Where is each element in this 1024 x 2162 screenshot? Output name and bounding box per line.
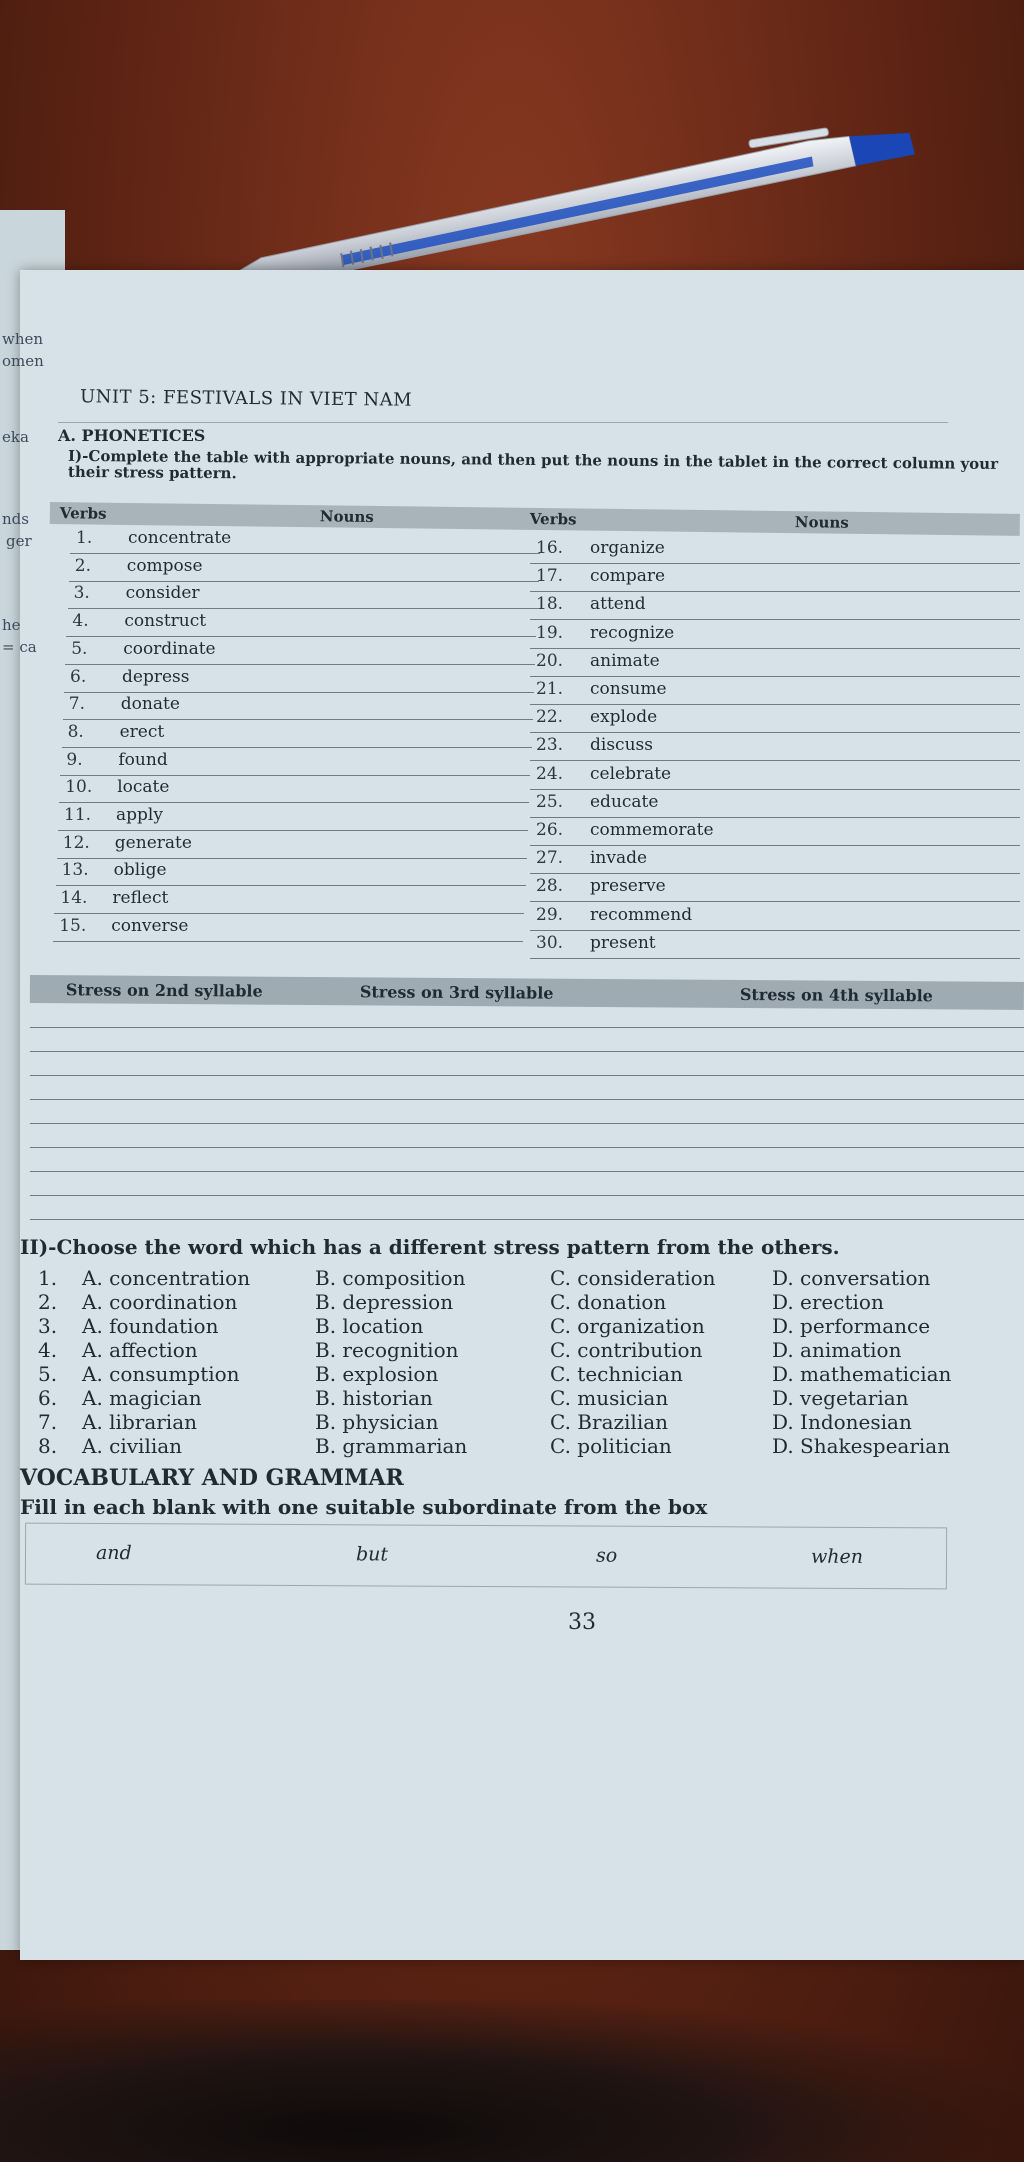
option-a: A. coordination bbox=[82, 1290, 238, 1314]
row-line bbox=[530, 958, 1020, 959]
verb-word: preserve bbox=[590, 876, 666, 897]
verb-word: reflect bbox=[112, 888, 169, 909]
option-a: A. civilian bbox=[82, 1434, 183, 1458]
verb-word: organize bbox=[590, 538, 665, 558]
verb-table-row bbox=[66, 609, 536, 637]
row-number: 1. bbox=[76, 528, 93, 548]
verb-word: depress bbox=[122, 666, 190, 687]
option-d: D. performance bbox=[772, 1314, 931, 1338]
margin-note: he bbox=[2, 616, 21, 634]
margin-note: when bbox=[2, 330, 44, 348]
verb-word: erect bbox=[119, 721, 165, 742]
verb-table-row bbox=[530, 621, 1020, 649]
answer-line bbox=[30, 1171, 1024, 1172]
verb-table-row bbox=[530, 733, 1020, 761]
option-b: B. grammarian bbox=[315, 1434, 468, 1458]
stress-pattern-table bbox=[30, 975, 1024, 1235]
option-b: B. depression bbox=[315, 1290, 454, 1314]
option-c: C. politician bbox=[550, 1434, 672, 1458]
margin-note: omen bbox=[2, 352, 44, 370]
verb-table-row bbox=[58, 803, 528, 831]
verb-word: oblige bbox=[113, 860, 167, 881]
option-a: A. affection bbox=[82, 1338, 198, 1362]
row-number: 10. bbox=[65, 777, 93, 798]
option-a: A. foundation bbox=[82, 1314, 219, 1338]
option-d: D. Indonesian bbox=[772, 1410, 912, 1434]
verb-table-row bbox=[53, 914, 523, 942]
verb-table-row bbox=[60, 748, 530, 776]
verb-table-row bbox=[530, 705, 1020, 733]
verb-table-row bbox=[54, 886, 524, 914]
row-number: 7. bbox=[68, 694, 86, 715]
row-number: 17. bbox=[536, 566, 564, 587]
row-line bbox=[53, 941, 523, 942]
pen-icon bbox=[215, 120, 935, 270]
header-verbs-left: Verbs bbox=[59, 504, 107, 523]
row-number: 12. bbox=[62, 832, 90, 853]
option-a: A. magician bbox=[82, 1386, 202, 1410]
row-number: 2. bbox=[74, 555, 92, 576]
row-number: 6. bbox=[70, 666, 87, 687]
verb-table-row bbox=[530, 536, 1020, 564]
row-number: 26. bbox=[536, 820, 564, 840]
row-number: 20. bbox=[536, 650, 564, 671]
worksheet-page bbox=[2, 270, 1024, 1960]
verb-word: consider bbox=[125, 583, 200, 604]
answer-line bbox=[30, 1195, 1024, 1196]
option-c: C. organization bbox=[550, 1314, 705, 1338]
option-d: D. animation bbox=[772, 1338, 902, 1362]
option-a: A. concentration bbox=[82, 1266, 251, 1290]
answer-line bbox=[30, 1219, 1024, 1220]
verb-word: concentrate bbox=[128, 528, 232, 548]
option-d: D. mathematician bbox=[772, 1362, 952, 1386]
verb-word: commemorate bbox=[590, 820, 714, 840]
exercise-2-instruction: II)-Choose the word which has a different stress pattern from the others. bbox=[20, 1235, 840, 1259]
verb-word: invade bbox=[590, 848, 648, 869]
row-number: 27. bbox=[536, 848, 564, 869]
verb-table-row bbox=[56, 858, 526, 886]
question-number: 8. bbox=[38, 1434, 58, 1458]
verb-word: converse bbox=[111, 915, 189, 936]
option-b: B. location bbox=[315, 1314, 424, 1338]
verb-table-row bbox=[530, 649, 1020, 677]
row-number: 3. bbox=[73, 583, 90, 604]
option-c: C. consideration bbox=[550, 1266, 716, 1290]
row-number: 4. bbox=[72, 611, 89, 632]
question-number: 5. bbox=[38, 1362, 58, 1386]
option-d: D. Shakespearian bbox=[772, 1434, 951, 1458]
row-number: 16. bbox=[536, 538, 564, 558]
verb-word: locate bbox=[117, 777, 170, 798]
margin-note: eka bbox=[2, 428, 29, 446]
margin-note: ger bbox=[6, 532, 32, 550]
margin-note: nds bbox=[2, 510, 29, 528]
answer-line bbox=[30, 1147, 1024, 1148]
verb-table-row bbox=[65, 637, 535, 665]
question-number: 7. bbox=[38, 1410, 58, 1434]
option-d: D. vegetarian bbox=[772, 1386, 909, 1410]
word-box-item: so bbox=[595, 1544, 618, 1567]
word-box bbox=[25, 1523, 947, 1590]
row-number: 14. bbox=[60, 888, 88, 909]
option-b: B. composition bbox=[315, 1266, 466, 1290]
verb-word: apply bbox=[116, 805, 163, 825]
verb-table-row bbox=[70, 526, 540, 554]
row-number: 29. bbox=[536, 904, 564, 925]
fill-blank-instruction: Fill in each blank with one suitable subordinate from the box bbox=[20, 1495, 708, 1519]
vocabulary-section-title: VOCABULARY AND GRAMMAR bbox=[20, 1465, 404, 1491]
option-b: B. historian bbox=[315, 1386, 433, 1410]
word-box-item: but bbox=[355, 1543, 389, 1566]
option-c: C. technician bbox=[550, 1362, 683, 1386]
section-a-title: A. PHONETICES bbox=[58, 426, 206, 445]
verb-noun-table bbox=[50, 502, 1020, 952]
header-nouns-right: Nouns bbox=[794, 513, 849, 532]
verb-table-row bbox=[530, 677, 1020, 705]
verb-word: present bbox=[590, 932, 656, 953]
question-row bbox=[20, 1434, 1000, 1464]
row-number: 19. bbox=[536, 622, 564, 643]
verb-word: recognize bbox=[590, 622, 675, 643]
option-c: C. contribution bbox=[550, 1338, 703, 1362]
question-number: 6. bbox=[38, 1386, 58, 1410]
word-box-item: and bbox=[95, 1541, 132, 1565]
option-c: C. Brazilian bbox=[550, 1410, 669, 1434]
row-number: 13. bbox=[61, 860, 89, 881]
verb-word: celebrate bbox=[590, 763, 672, 784]
row-number: 21. bbox=[536, 679, 564, 699]
row-number: 23. bbox=[536, 735, 564, 756]
answer-line bbox=[30, 1099, 1024, 1100]
header-stress-4th: Stress on 4th syllable bbox=[739, 984, 933, 1006]
option-c: C. musician bbox=[550, 1386, 669, 1410]
row-number: 28. bbox=[536, 876, 564, 897]
verb-word: recommend bbox=[590, 904, 693, 925]
verb-word: animate bbox=[590, 650, 660, 671]
verb-table-row bbox=[62, 720, 532, 748]
row-number: 22. bbox=[536, 707, 564, 728]
row-number: 24. bbox=[536, 763, 564, 784]
unit-title: UNIT 5: FESTIVALS IN VIET NAM bbox=[79, 386, 413, 411]
answer-line bbox=[30, 1027, 1024, 1028]
shadow-object bbox=[0, 2000, 1024, 2162]
verb-word: coordinate bbox=[123, 638, 216, 659]
option-a: A. consumption bbox=[82, 1362, 240, 1386]
verb-word: donate bbox=[120, 694, 180, 715]
exercise-1-instruction: I)-Complete the table with appropriate nouns, and then put the nouns in the tablet in the correct column your their stress pattern. bbox=[67, 446, 999, 483]
verb-table-row bbox=[530, 903, 1020, 931]
verb-table-row bbox=[69, 554, 539, 582]
row-number: 5. bbox=[71, 638, 88, 659]
question-number: 3. bbox=[38, 1314, 58, 1338]
question-number: 4. bbox=[38, 1338, 58, 1362]
verb-table-row bbox=[530, 874, 1020, 902]
header-nouns-left: Nouns bbox=[319, 507, 374, 526]
margin-note: = ca bbox=[2, 638, 37, 656]
verb-word: construct bbox=[124, 611, 207, 632]
verb-word: discuss bbox=[590, 735, 653, 756]
option-d: D. erection bbox=[772, 1290, 884, 1314]
row-number: 25. bbox=[536, 791, 564, 812]
verb-word: compose bbox=[126, 555, 203, 576]
row-number: 30. bbox=[536, 932, 564, 953]
verb-word: compare bbox=[590, 566, 666, 587]
header-stress-3rd: Stress on 3rd syllable bbox=[359, 982, 554, 1003]
verb-word: attend bbox=[590, 594, 646, 615]
verb-table-row bbox=[530, 592, 1020, 620]
verb-table-row bbox=[530, 790, 1020, 818]
verb-table-row bbox=[64, 665, 534, 693]
row-number: 15. bbox=[59, 915, 87, 936]
row-number: 8. bbox=[67, 721, 84, 742]
verb-table-row bbox=[59, 775, 529, 803]
row-number: 18. bbox=[536, 594, 564, 615]
question-number: 2. bbox=[38, 1290, 58, 1314]
option-d: D. conversation bbox=[772, 1266, 931, 1290]
verb-word: found bbox=[118, 749, 168, 770]
option-a: A. librarian bbox=[82, 1410, 197, 1434]
verb-table-row bbox=[530, 564, 1020, 592]
verb-table-row bbox=[530, 818, 1020, 846]
verb-table-row bbox=[530, 846, 1020, 874]
page-number: 33 bbox=[568, 1610, 596, 1635]
divider bbox=[58, 422, 948, 423]
header-stress-2nd: Stress on 2nd syllable bbox=[65, 980, 263, 1001]
verb-word: explode bbox=[590, 707, 658, 728]
word-box-item: when bbox=[810, 1545, 864, 1568]
row-number: 11. bbox=[64, 805, 92, 825]
verb-word: generate bbox=[114, 832, 192, 853]
verb-table-row bbox=[68, 581, 538, 609]
option-c: C. donation bbox=[550, 1290, 667, 1314]
verb-table-row bbox=[63, 692, 533, 720]
question-number: 1. bbox=[38, 1266, 58, 1290]
option-b: B. explosion bbox=[315, 1362, 439, 1386]
stress-table-header bbox=[30, 975, 1024, 1010]
verb-table-row bbox=[530, 931, 1020, 959]
verb-table-row bbox=[57, 831, 527, 859]
answer-line bbox=[30, 1123, 1024, 1124]
option-b: B. physician bbox=[315, 1410, 439, 1434]
verb-word: educate bbox=[590, 791, 659, 812]
row-number: 9. bbox=[66, 749, 83, 770]
header-verbs-right: Verbs bbox=[529, 509, 577, 529]
answer-line bbox=[30, 1051, 1024, 1052]
option-b: B. recognition bbox=[315, 1338, 459, 1362]
verb-table-row bbox=[530, 762, 1020, 790]
answer-line bbox=[30, 1075, 1024, 1076]
verb-word: consume bbox=[590, 679, 667, 699]
